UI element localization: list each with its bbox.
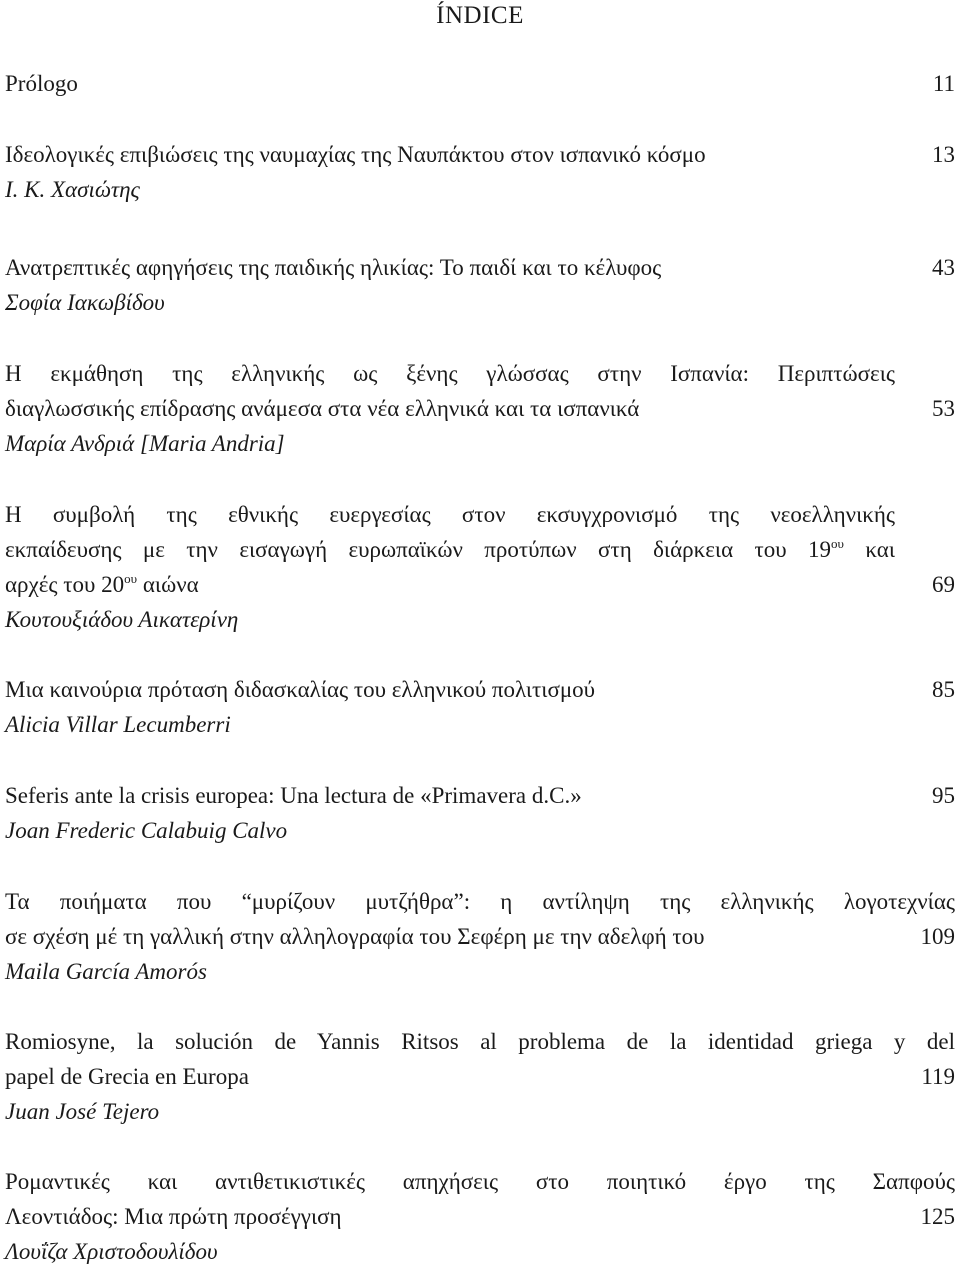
entry-author: Juan José Tejero [5, 1099, 160, 1124]
toc-entry-ethniki-euergesia[interactable] [5, 497, 955, 637]
toc-entry-kainouria-protasi[interactable] [5, 672, 955, 742]
page-number: 53 [932, 396, 955, 421]
entry-title-segment: και [865, 537, 896, 562]
page-number: 13 [932, 142, 955, 167]
page-title: ÍNDICE [436, 2, 524, 29]
toc-entry-naupaktos[interactable] [5, 137, 955, 207]
toc-entry-paidiki-ilikia[interactable] [5, 250, 955, 320]
entry-title: Ανατρεπτικές αφηγήσεις της παιδικής ηλικίας: Το παιδί και το κέλυφος [5, 255, 662, 280]
entry-title-line: Τα ποιήματα που “μυρίζουν μυτζήθρα”: η αντίληψη της ελληνικής λογοτεχνίας [5, 889, 955, 914]
entry-title-segment: αιώνα [142, 572, 199, 597]
entry-author: Alicia Villar Lecumberri [5, 712, 231, 737]
toc-entry-romiosyne[interactable] [5, 1024, 955, 1129]
entry-title-line [5, 567, 955, 602]
entry-title-segment: εκπαίδευσης με την εισαγωγή ευρωπαϊκών προτύπων στη διάρκεια του [5, 537, 787, 562]
toc-entry-mytzithra[interactable] [5, 884, 955, 989]
entry-title-line: Η συμβολή της εθνικής ευεργεσίας στον εκσυγχρονισμό της νεοελληνικής [5, 502, 895, 527]
entry-author: Joan Frederic Calabuig Calvo [5, 818, 288, 843]
entry-title-line: Η εκμάθηση της ελληνικής ως ξένης γλώσσας στην Ισπανία: Περιπτώσεις [5, 361, 895, 386]
superscript: ου [831, 536, 844, 551]
page-number: 43 [932, 255, 955, 280]
page-number: 109 [920, 924, 955, 949]
entry-title: Ιδεολογικές επιβιώσεις της ναυμαχίας της Ναυπάκτου στον ισπανικό κόσμο [5, 142, 706, 167]
page-number: 119 [921, 1064, 955, 1089]
entry-title: Seferis ante la crisis europea: Una lectura de «Primavera d.C.» [5, 783, 582, 808]
entry-author: Λουΐζα Χριστοδουλίδου [5, 1239, 218, 1264]
entry-title-line: σε σχέση μέ τη γαλλική στην αλληλογραφία του Σεφέρη με την αδελφή του [5, 924, 705, 949]
entry-title-line [5, 532, 955, 567]
page-number: 11 [932, 71, 955, 96]
entry-title-line: papel de Grecia en Europa [5, 1064, 249, 1089]
toc-entry-ekmathisi[interactable] [5, 356, 955, 461]
entry-title-line: Λεοντιάδος: Μια πρώτη προσέγγιση [5, 1204, 342, 1229]
entry-title-segment: αρχές του 20 [5, 572, 125, 597]
entry-title: Μια καινούρια πρόταση διδασκαλίας του ελληνικού πολιτισμού [5, 677, 596, 702]
entry-author: Μαρία Ανδριά [Maria Andria] [5, 431, 285, 456]
toc-entry-sapfous[interactable] [5, 1164, 955, 1269]
superscript: ου [124, 571, 138, 586]
entry-author: Κουτουξιάδου Αικατερίνη [5, 607, 239, 632]
entry-author: Maila García Amorós [5, 959, 207, 984]
page-number: 95 [932, 783, 955, 808]
entry-author: Σοφία Ιακωβίδου [5, 290, 165, 315]
entry-author: I. K. Χασιώτης [5, 177, 140, 202]
entry-title-line: διαγλωσσικής επίδρασης ανάμεσα στα νέα ελληνικά και τα ισπανικά [5, 396, 640, 421]
entry-title-line: Romiosyne, la solución de Yannis Ritsos al problema de la identidad griega y del [5, 1029, 955, 1054]
entry-title-line: Ρομαντικές και αντιθετικιστικές απηχήσεις στο ποιητικό έργο της Σαπφούς [5, 1169, 955, 1194]
page-number: 69 [932, 572, 955, 597]
entry-title: Prólogo [5, 71, 78, 96]
toc-entry-prologo[interactable] [5, 66, 955, 101]
entry-title-segment: 19 [808, 537, 832, 562]
page-number: 85 [932, 677, 955, 702]
toc-entry-seferis-crisis[interactable] [5, 778, 955, 848]
page-number: 125 [920, 1204, 955, 1229]
